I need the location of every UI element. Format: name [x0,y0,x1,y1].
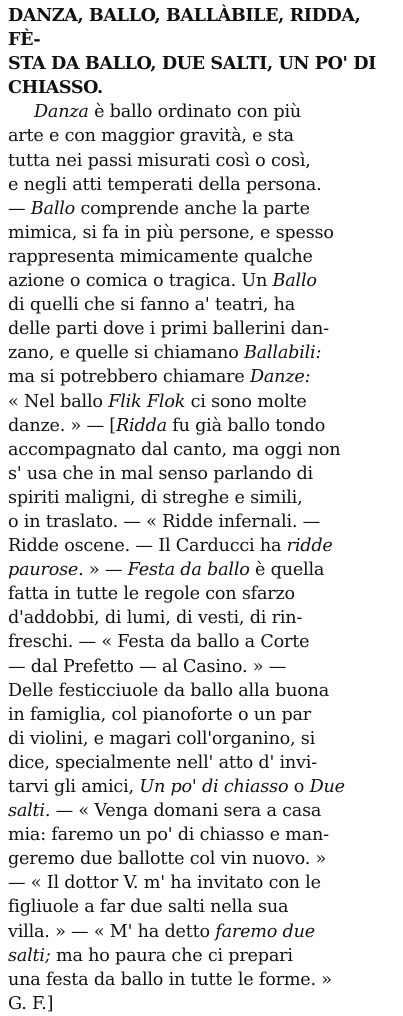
text-run: di violini, e magari coll'organino, si [8,728,316,749]
body-line [8,197,395,221]
text-run: « Nel ballo [8,391,109,412]
text-run: delle parti dove i primi ballerini dan- [8,319,329,340]
body-line [8,751,395,775]
italic-term: paurose. [8,560,84,581]
body-line [8,245,395,269]
text-run: ma ho paura che ci prepari [50,945,293,966]
body-line [8,269,395,293]
text-run: geremo due ballotte col vin nuovo. » [8,849,327,870]
body-line [8,679,395,703]
text-run: Delle festicciuole da ballo alla buona [8,680,330,701]
body-line [8,895,395,919]
body-line [8,341,395,365]
text-run: una festa da ballo in tutte le forme. » [8,969,332,990]
headword-line: DANZA, BALLO, BALLÀBILE, RIDDA, FÈ- [8,5,367,51]
text-run: rappresenta mimicamente qualche [8,246,313,267]
body-line [8,534,395,558]
body-line [8,992,395,1016]
text-run: arte e con maggior gravità, e sta [8,126,294,147]
body-line [8,606,395,630]
text-run: fu già ballo tondo [166,415,326,436]
text-run: — « Venga domani sera a casa [50,801,322,822]
body-line [8,365,395,389]
text-run: — [8,198,31,219]
body-line [8,100,395,124]
body-line [8,727,395,751]
body-line [8,775,395,799]
italic-term: ridde [286,536,333,557]
body-line [8,293,395,317]
body-line [8,968,395,992]
text-run: tarvi gli amici, [8,777,140,797]
text-run: o in traslato. — « Ridde infernali. — [8,511,321,532]
text-run: Ridde oscene. — Il Carducci ha [8,536,287,557]
text-run: danze. » — [ [8,415,116,436]
body-line [8,462,395,486]
text-run: zano, e quelle si chiamano [8,343,244,364]
text-run: è quella [249,560,325,581]
text-run: comprende anche la parte [75,198,310,219]
text-run: mimica, si fa in più persone, e spesso [8,222,334,243]
text-run: in famiglia, col pianoforte o un par [8,704,312,725]
text-run: villa. » — « M' ha detto [8,921,216,942]
body-line [8,510,395,534]
body-line [8,920,395,944]
body-line [8,944,395,968]
body-line [8,582,395,606]
italic-term: Due [309,777,345,797]
text-run: mia: faremo un po' di chiasso e man- [8,825,329,846]
body-line [8,558,395,582]
text-run: — dal Prefetto — al Casino. » — [8,656,287,677]
entry-headword [8,4,395,100]
body-line [8,799,395,823]
text-run: azione o comica o tragica. Un [8,271,273,292]
text-run: s' usa che in mal senso parlando di [8,463,313,484]
body-line [8,847,395,871]
text-run: ma si potrebbero chiamare [8,367,250,388]
italic-term: Ballabili: [243,343,322,364]
text-run: — « Il dottor V. m' ha invitato con le [8,873,321,894]
body-line [8,486,395,510]
body-line [8,173,395,197]
body-line [8,871,395,895]
text-run: spiriti maligni, di streghe e simili, [8,487,303,508]
italic-term: salti; [8,945,51,966]
text-run: d'addobbi, di lumi, di vesti, di rin- [8,608,303,629]
body-line [8,630,395,654]
body-line [8,390,395,414]
text-run: accompagnato dal canto, ma oggi non [8,439,341,460]
italic-term: Ballo [272,271,317,292]
text-run: fatta in tutte le regole con sfarzo [8,584,295,605]
body-line [8,149,395,173]
text-run: è ballo ordinato con più [88,102,302,123]
italic-term: Danza [34,102,89,123]
text-run: G. F.] [8,993,54,1014]
text-run: ci sono molte [185,391,307,412]
headword-line: STA DA BALLO, DUE SALTI, UN PO' DI [8,53,376,75]
italic-term: Ballo [30,198,76,219]
text-run: o [288,777,310,797]
body-line [8,703,395,727]
body-line [8,221,395,245]
italic-term: Ridda [115,415,167,436]
text-run: tutta nei passi misurati così o così, [8,150,311,171]
body-line [8,414,395,438]
body-line [8,438,395,462]
body-line [8,823,395,847]
italic-term: Danze: [249,367,311,388]
text-run: di quelli che si fanno a' teatri, ha [8,295,296,316]
text-run: » — [83,560,128,581]
body-line [8,124,395,148]
body-line [8,317,395,341]
headword-line: CHIASSO. [8,77,103,99]
italic-term: Flik Flok [108,391,186,412]
text-run: dice, specialmente nell' atto d' invi- [8,752,317,773]
text-run: figliuole a far due salti nella sua [8,897,289,918]
text-run: e negli atti temperati della persona. [8,174,322,195]
italic-term: salti. [8,801,51,822]
body-line [8,655,395,679]
text-run: freschi. — « Festa da ballo a Corte [8,632,310,653]
entry-body [8,100,395,1016]
italic-term: Un po' di chiasso [139,777,289,797]
italic-term: Festa da ballo [127,560,250,581]
italic-term: faremo due [215,921,315,942]
